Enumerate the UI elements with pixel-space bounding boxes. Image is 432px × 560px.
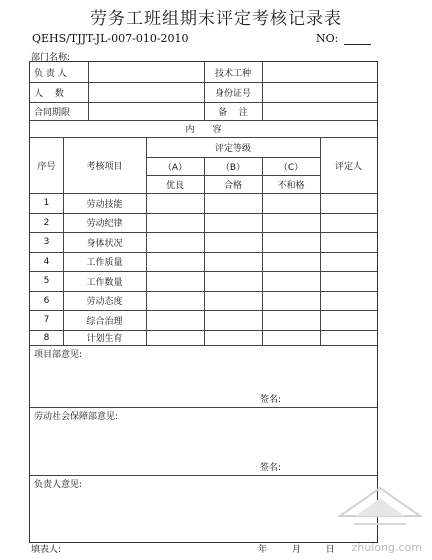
grade-a-code: （A）: [162, 162, 188, 173]
row-8-item: 计划生育: [86, 334, 123, 344]
day-label: 日: [325, 545, 335, 555]
rule-info-v1: [88, 62, 89, 120]
row-6-item: 劳动态度: [86, 297, 123, 307]
document-code: QEHS/TJJT-JL-007-010-2010: [32, 32, 189, 45]
year-label: 年: [258, 545, 268, 555]
row-6-no: 6: [43, 295, 50, 306]
grade-b-label: 合格: [223, 180, 242, 191]
contract-period-label: 合同期限: [34, 107, 71, 118]
headcount-label: 人 数: [34, 88, 64, 99]
row-7-item: 综合治理: [86, 316, 123, 327]
grade-c-code: （C）: [278, 162, 304, 173]
row-4-no: 4: [43, 256, 50, 267]
grade-header: 评定等级: [214, 143, 251, 154]
grade-b-code: （B）: [220, 162, 246, 173]
rule-info-v3: [262, 62, 263, 120]
watermark: [334, 484, 426, 556]
leader-label: 负 责 人: [34, 68, 67, 79]
number-blank-line: [344, 44, 371, 45]
row-1-no: 1: [43, 198, 50, 208]
month-label: 月: [291, 545, 301, 555]
watermark-house-icon: [334, 484, 426, 544]
leader-opinion-label: 负责人意见:: [34, 479, 83, 490]
labor-opinion-label: 劳动社会保障部意见:: [34, 411, 119, 422]
row-8-no: 8: [43, 332, 50, 343]
row-2-item: 劳动纪律: [86, 219, 123, 229]
rater-header: 评定人: [334, 161, 362, 172]
filler-label: 填表人:: [31, 545, 62, 555]
remarks-label: 备 注: [218, 107, 248, 118]
seq-header: 序号: [37, 161, 56, 172]
grade-c-label: 不和格: [277, 180, 305, 191]
content-header: 内 容: [185, 125, 222, 135]
row-3-item: 身体状况: [86, 238, 123, 249]
grade-a-label: 优良: [165, 180, 184, 191]
row-3-no: 3: [43, 237, 50, 247]
labor-sign-label: 签名:: [260, 462, 282, 473]
watermark-text: zhulong.com: [351, 541, 422, 554]
row-4-item: 工作质量: [86, 258, 123, 268]
project-sign-label: 签名:: [260, 394, 282, 405]
page-title: 劳务工班组期末评定考核记录表: [90, 9, 342, 29]
evaluation-form: [29, 61, 378, 543]
project-opinion-label: 项目部意见:: [34, 349, 83, 360]
department-label: 部门名称:: [31, 53, 71, 63]
row-2-no: 2: [43, 217, 50, 228]
row-5-no: 5: [43, 276, 50, 286]
id-number-label: 身份证号: [214, 88, 251, 99]
item-header: 考核项目: [86, 161, 123, 172]
number-label: NO:: [316, 32, 339, 45]
row-1-item: 劳动技能: [86, 199, 123, 210]
row-5-item: 工作数量: [86, 277, 123, 288]
trade-label: 技术工种: [214, 68, 251, 79]
row-7-no: 7: [43, 315, 50, 325]
